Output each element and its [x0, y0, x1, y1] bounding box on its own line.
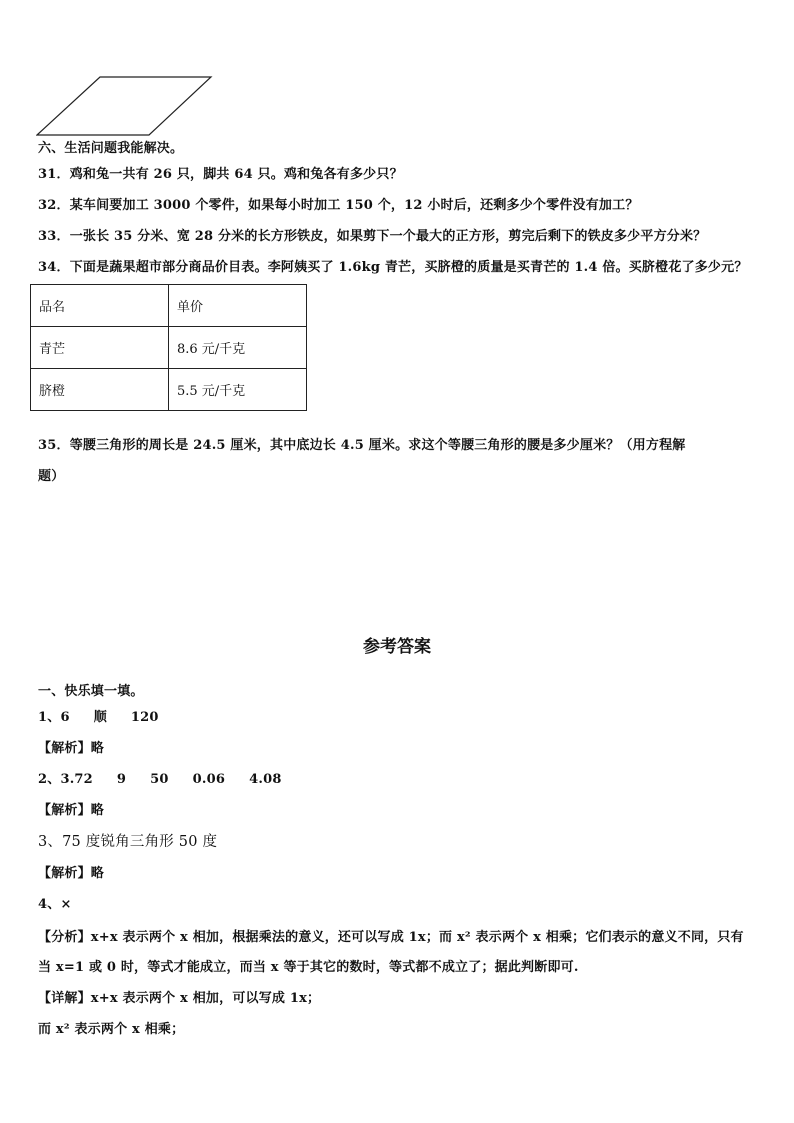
answer-1-part: 120	[130, 710, 159, 725]
price-table	[30, 284, 307, 411]
answer-2-number: 2、	[38, 772, 61, 787]
answer-2-part: 9	[116, 772, 127, 787]
answer-1	[38, 709, 159, 727]
table-header-cell: 品名	[31, 285, 169, 327]
question-31: 31．鸡和兔一共有 26 只，脚共 64 只。鸡和兔各有多少只？	[38, 167, 403, 182]
answer-2-part: 4.08	[249, 772, 282, 787]
answer-1-analysis: 【解析】略	[38, 741, 105, 756]
question-35-line-2: 题）	[38, 469, 65, 484]
parallelogram-figure	[36, 74, 216, 138]
answer-4: 4、×	[38, 897, 72, 912]
answers-section-1-heading: 一、快乐填一填。	[38, 684, 144, 699]
answer-2-part: 50	[150, 772, 169, 787]
section-6-heading: 六、生活问题我能解决。	[38, 141, 184, 156]
answer-4-detail-line-1: 【详解】x+x 表示两个 x 相加，可以写成 1x；	[38, 991, 321, 1006]
table-row	[31, 327, 307, 369]
answer-2-part: 0.06	[192, 772, 226, 787]
answer-2	[38, 771, 282, 789]
answer-1-number: 1、	[38, 710, 61, 725]
parallelogram-shape	[37, 77, 211, 135]
answer-2-analysis: 【解析】略	[38, 803, 105, 818]
answer-4-analysis-line-2: 当 x=1 或 0 时，等式才能成立，而当 x 等于其它的数时，等式都不成立了；据此判断即可.	[38, 960, 579, 975]
answer-1-part: 6	[60, 710, 70, 725]
table-header-row	[31, 285, 307, 327]
answer-4-detail-line-2: 而 x² 表示两个 x 相乘；	[38, 1022, 185, 1037]
table-header-cell: 单价	[169, 285, 307, 327]
answer-3-analysis: 【解析】略	[38, 866, 105, 881]
question-32: 32．某车间要加工 3000 个零件，如果每小时加工 150 个，12 小时后，还剩多少个零件没有加工？	[38, 198, 639, 213]
question-34: 34．下面是蔬果超市部分商品价目表。李阿姨买了 1.6kg 青芒，买脐橙的质量是买青芒的 1.4 倍。买脐橙花了多少元？	[38, 260, 748, 275]
table-cell: 青芒	[31, 327, 169, 369]
answers-title: 参考答案	[363, 637, 431, 657]
answer-4-analysis-line-1: 【分析】x+x 表示两个 x 相加，根据乘法的意义，还可以写成 1x；而 x² 表示两个 x 相乘；它们表示的意义不同，只有	[38, 930, 744, 945]
answer-2-part: 3.72	[60, 772, 93, 787]
table-cell: 5.5 元/千克	[169, 369, 307, 411]
table-cell: 8.6 元/千克	[169, 327, 307, 369]
table-row	[31, 369, 307, 411]
table-cell: 脐橙	[31, 369, 169, 411]
question-33: 33．一张长 35 分米、宽 28 分米的长方形铁皮，如果剪下一个最大的正方形，剪完后剩下的铁皮多少平方分米？	[38, 229, 707, 244]
question-35-line-1: 35．等腰三角形的周长是 24.5 厘米，其中底边长 4.5 厘米。求这个等腰三角形的腰是多少厘米？（用方程解	[38, 438, 686, 453]
answer-3: 3、75 度锐角三角形 50 度	[38, 834, 218, 850]
answer-1-part: 顺	[93, 710, 107, 725]
